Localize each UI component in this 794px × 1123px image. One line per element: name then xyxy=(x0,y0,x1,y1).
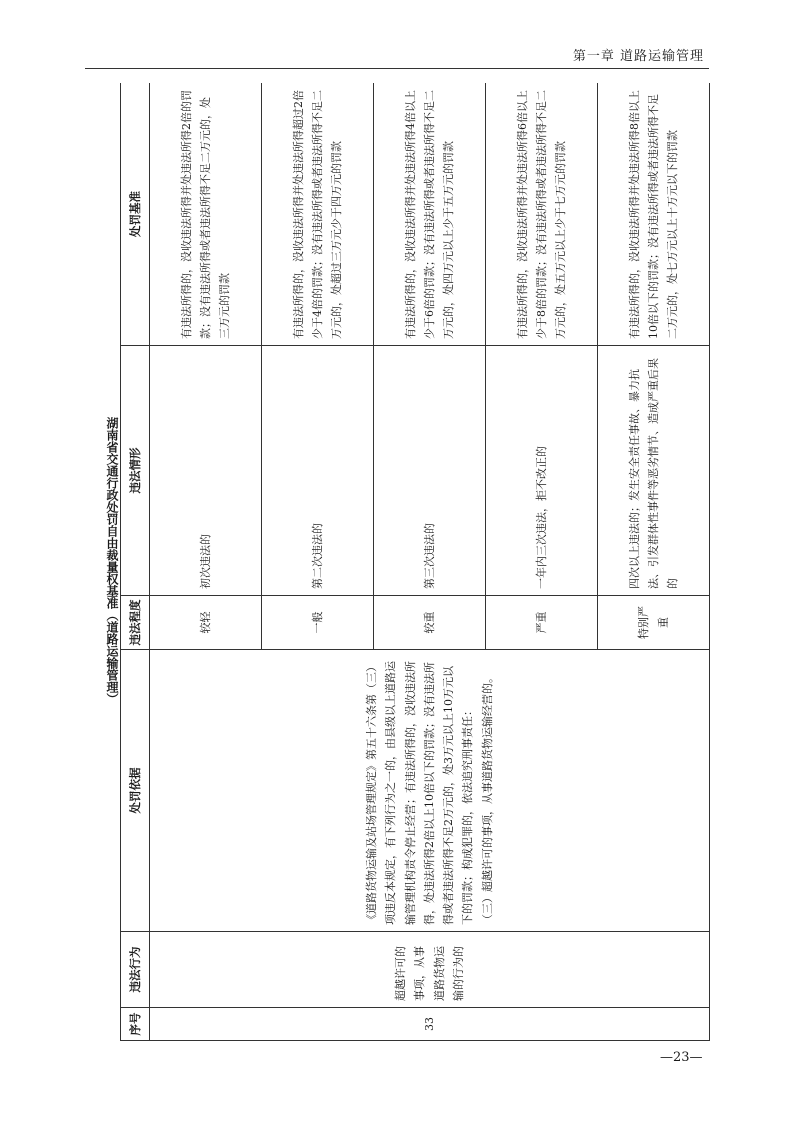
chapter-header: 第一章 道路运输管理 xyxy=(572,49,704,64)
standard-cell: 有违法所得的，没收违法所得并处违法所得超过2倍少于4倍的罚款；没有违法所得或者违法所得不足二万元的，处超过三万元少于四万元的罚款 xyxy=(262,83,374,346)
situation-cell: 第三次违法的 xyxy=(374,346,486,596)
standard-cell: 有违法所得的，没收违法所得并处违法所得2倍的罚款；没有违法所得或者违法所得不足二万元的，处三万元的罚款 xyxy=(150,83,262,346)
degree-cell: 较轻 xyxy=(150,596,262,650)
entry-basis xyxy=(150,650,710,932)
degree-cell: 一般 xyxy=(262,596,374,650)
header-basis: 处罚依据 xyxy=(121,650,150,932)
degree-cell: 严重 xyxy=(486,596,598,650)
entry-violation: 超越许可的事项，从事道路货物运输的行为的 xyxy=(150,932,710,1008)
header-degree: 违法程度 xyxy=(121,596,150,650)
standard-cell: 有违法所得的，没收违法所得并处违法所得8倍以上10倍以下的罚款；没有违法所得或者违法所得不足二万元的，处七万元以上十万元以下的罚款 xyxy=(598,83,710,346)
situation-cell: 四次以上违法的；发生安全责任事故、暴力抗法、引发群体性事件等恶劣情节、造成严重后果的 xyxy=(598,346,710,596)
table-row xyxy=(150,83,262,1041)
header-situation: 违法情形 xyxy=(121,346,150,596)
entry-number: 33 xyxy=(150,1008,710,1041)
header-violation: 违法行为 xyxy=(121,932,150,1008)
standard-cell: 有违法所得的，没收违法所得并处违法所得6倍以上少于8倍的罚款；没有违法所得或者违法所得不足二万元的，处五万元以上少于七万元的罚款 xyxy=(486,83,598,346)
penalty-table-container xyxy=(120,83,710,1041)
standard-cell: 有违法所得的，没收违法所得并处违法所得4倍以上少于6倍的罚款；没有违法所得或者违法所得不足二万元的，处四万元以上少于五万元的罚款 xyxy=(374,83,486,346)
page-number: —23— xyxy=(660,1050,703,1065)
table-title: 湖南省交通行政处罚自由裁量权基准（道路运输管理） xyxy=(105,417,119,705)
situation-cell: 一年内三次违法，拒不改正的 xyxy=(486,346,598,596)
situation-cell: 第二次违法的 xyxy=(262,346,374,596)
basis-clause: 《道路货物运输及站场管理规定》第五十六条第（三）项违反本规定，有下列行为之一的，由县级以上道路运输管理机构责令停止经营；有违法所得的，没收违法所得，处违法所得2倍以上10倍以下的罚款；没有违法所得或者违法所得不足2万元的，处3万元以上10万元以下的罚款；构成犯罪的，依法追究刑事责任： xyxy=(365,661,475,925)
table-header-row xyxy=(121,83,150,1041)
degree-cell: 较重 xyxy=(374,596,486,650)
degree-cell: 特别严重 xyxy=(598,596,710,650)
situation-cell: 初次违法的 xyxy=(150,346,262,596)
header-rule xyxy=(85,68,709,69)
header-standard: 处罚基准 xyxy=(121,83,150,346)
basis-item: （三）超越许可的事项，从事道路货物运输经营的。 xyxy=(480,672,494,925)
penalty-standard-table xyxy=(120,83,710,1041)
header-number: 序号 xyxy=(121,1008,150,1041)
